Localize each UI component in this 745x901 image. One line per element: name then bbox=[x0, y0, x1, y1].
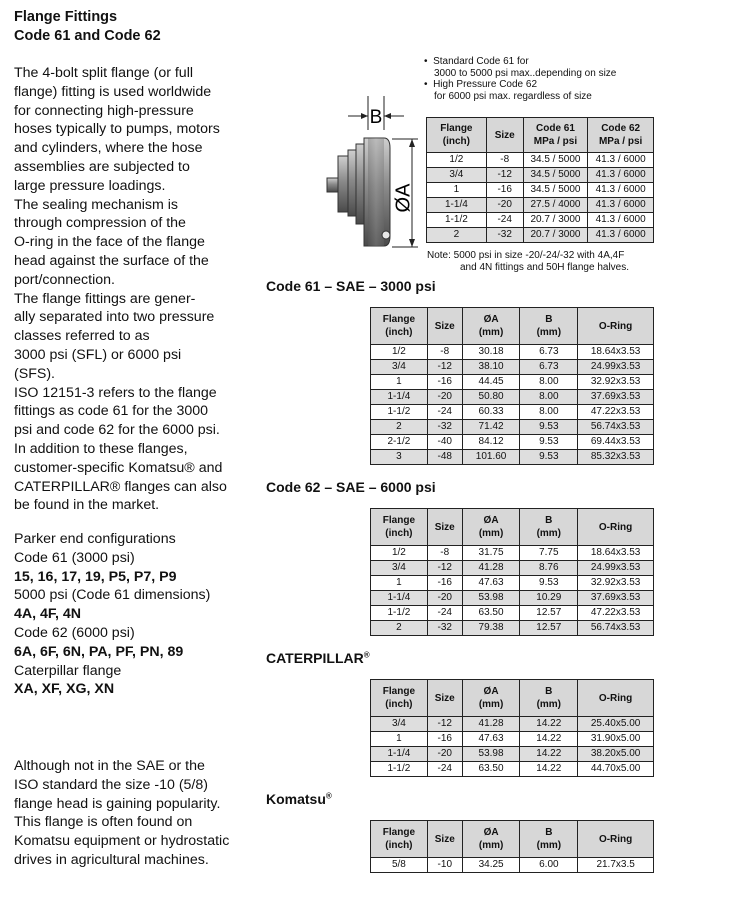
column-header-line: O-Ring bbox=[598, 521, 633, 533]
caterpillar-table bbox=[370, 679, 654, 777]
table-cell: 9.53 bbox=[520, 420, 578, 435]
column-header bbox=[371, 680, 428, 717]
table-cell: 27.5 / 4000 bbox=[523, 198, 588, 213]
page-title bbox=[14, 8, 161, 46]
text-line: through compression of the bbox=[14, 215, 186, 232]
column-header-line: ØA bbox=[483, 686, 499, 697]
table-cell: 56.74x3.53 bbox=[578, 621, 654, 636]
column-header bbox=[427, 821, 462, 858]
table-cell: 34.5 / 5000 bbox=[523, 168, 588, 183]
text-line: for connecting high-pressure bbox=[14, 102, 194, 119]
text-line: head against the surface of the bbox=[14, 252, 209, 269]
column-header bbox=[462, 821, 520, 858]
table-cell: 44.45 bbox=[462, 375, 520, 390]
table-cell: 2 bbox=[371, 621, 428, 636]
komatsu-heading-text: Komatsu bbox=[266, 791, 326, 807]
table-row bbox=[371, 732, 654, 747]
table-cell: 14.22 bbox=[520, 747, 578, 762]
table-cell: 53.98 bbox=[462, 747, 520, 762]
text-line: (SFS). bbox=[14, 365, 55, 382]
table-cell: 8.76 bbox=[520, 561, 578, 576]
table-cell: 1-1/2 bbox=[371, 405, 428, 420]
table-cell: -24 bbox=[427, 606, 462, 621]
parker-heading: Parker end configurations bbox=[14, 531, 176, 547]
table-cell: 2-1/2 bbox=[371, 435, 428, 450]
column-header bbox=[520, 509, 578, 546]
table-cell: -12 bbox=[486, 168, 523, 183]
code62-values: 6A, 6F, 6N, PA, PF, PN, 89 bbox=[14, 643, 184, 660]
table-cell: 44.70x5.00 bbox=[578, 762, 654, 777]
text-line: O-ring in the face of the flange bbox=[14, 234, 205, 251]
column-header bbox=[427, 509, 462, 546]
caterpillar-values: XA, XF, XG, XN bbox=[14, 681, 115, 698]
column-header-line: Size bbox=[434, 692, 455, 704]
table-cell: 1-1/4 bbox=[371, 747, 428, 762]
table-cell: 60.33 bbox=[462, 405, 520, 420]
table-cell: 3/4 bbox=[371, 717, 428, 732]
table-cell: 63.50 bbox=[462, 762, 520, 777]
table-row bbox=[371, 606, 654, 621]
column-header-line: (mm) bbox=[478, 327, 504, 338]
table-row bbox=[427, 153, 654, 168]
text-line: Komatsu equipment or hydrostatic bbox=[14, 833, 230, 850]
code61-table bbox=[370, 307, 654, 465]
table-cell: 1 bbox=[371, 375, 428, 390]
column-header-line: B bbox=[545, 314, 553, 325]
text-line: 3000 psi (SFL) or 6000 psi bbox=[14, 346, 182, 363]
text-line: This flange is often found on bbox=[14, 814, 193, 831]
text-line: ISO 12151-3 refers to the flange bbox=[14, 384, 217, 401]
table-cell: 47.22x3.53 bbox=[578, 606, 654, 621]
caterpillar-heading bbox=[266, 650, 370, 666]
table-cell: -10 bbox=[427, 858, 462, 873]
column-header-line: Flange bbox=[382, 314, 416, 325]
table-row bbox=[371, 450, 654, 465]
table-row bbox=[427, 228, 654, 243]
parker-end-configurations bbox=[14, 530, 244, 699]
table-cell: 8.00 bbox=[520, 390, 578, 405]
table-row bbox=[371, 345, 654, 360]
column-header bbox=[427, 308, 462, 345]
text-line: ally separated into two pressure bbox=[14, 309, 215, 326]
text-line: drives in agricultural machines. bbox=[14, 851, 209, 868]
text-line: The sealing mechanism is bbox=[14, 196, 179, 213]
table-cell: 41.28 bbox=[462, 561, 520, 576]
table-cell: 3 bbox=[371, 450, 428, 465]
column-header-line: O-Ring bbox=[598, 692, 633, 704]
column-header-line: O-Ring bbox=[598, 833, 633, 845]
table-cell: 37.69x3.53 bbox=[578, 591, 654, 606]
table-cell: -48 bbox=[427, 450, 462, 465]
table-cell: 10.29 bbox=[520, 591, 578, 606]
table-cell: 25.40x5.00 bbox=[578, 717, 654, 732]
table-cell: 47.22x3.53 bbox=[578, 405, 654, 420]
table-cell: 41.28 bbox=[462, 717, 520, 732]
bullet-line: • Standard Code 61 for bbox=[424, 56, 529, 67]
title-line-1: Flange Fittings bbox=[14, 9, 118, 25]
table-cell: 32.92x3.53 bbox=[578, 375, 654, 390]
code62-table bbox=[370, 508, 654, 636]
column-header bbox=[588, 118, 654, 153]
table-cell: 1-1/2 bbox=[371, 762, 428, 777]
note-line-2: and 4N fittings and 50H flange halves. bbox=[460, 262, 629, 273]
table-cell: -24 bbox=[486, 213, 523, 228]
table-cell: 41.3 / 6000 bbox=[588, 228, 654, 243]
table-cell: 3/4 bbox=[371, 561, 428, 576]
table-cell: 1 bbox=[371, 732, 428, 747]
table-cell: 37.69x3.53 bbox=[578, 390, 654, 405]
table-cell: 12.57 bbox=[520, 621, 578, 636]
column-header bbox=[520, 308, 578, 345]
table-cell: -12 bbox=[427, 717, 462, 732]
table-cell: -16 bbox=[486, 183, 523, 198]
column-header bbox=[462, 308, 520, 345]
table-cell: 79.38 bbox=[462, 621, 520, 636]
table-row bbox=[371, 360, 654, 375]
table-cell: 1-1/2 bbox=[371, 606, 428, 621]
table-cell: 5/8 bbox=[371, 858, 428, 873]
column-header-line: (inch) bbox=[385, 699, 413, 710]
bullet-line: for 6000 psi max. regardless of size bbox=[434, 90, 592, 102]
column-header-line: (mm) bbox=[478, 699, 504, 710]
text-line: flange) fitting is used worldwide bbox=[14, 83, 212, 100]
table-cell: 1-1/4 bbox=[371, 591, 428, 606]
table-cell: 1 bbox=[371, 576, 428, 591]
registered-mark: ® bbox=[363, 650, 370, 660]
table-row bbox=[371, 747, 654, 762]
table-cell: 1/2 bbox=[371, 546, 428, 561]
table-cell: 14.22 bbox=[520, 762, 578, 777]
table-cell: 2 bbox=[427, 228, 487, 243]
table-cell: 1-1/2 bbox=[427, 213, 487, 228]
text-line: large pressure loadings. bbox=[14, 177, 166, 194]
table-row bbox=[371, 576, 654, 591]
table-cell: 34.25 bbox=[462, 858, 520, 873]
table-cell: 32.92x3.53 bbox=[578, 576, 654, 591]
column-header bbox=[578, 680, 654, 717]
table-cell: 53.98 bbox=[462, 591, 520, 606]
column-header-line: B bbox=[545, 515, 553, 526]
table-cell: 30.18 bbox=[462, 345, 520, 360]
table-cell: -8 bbox=[427, 546, 462, 561]
caterpillar-label: Caterpillar flange bbox=[14, 662, 122, 679]
table-cell: 18.64x3.53 bbox=[578, 345, 654, 360]
column-header-line: (inch) bbox=[442, 136, 470, 147]
table-row bbox=[371, 546, 654, 561]
flange-diagram bbox=[322, 96, 426, 252]
table-cell: -20 bbox=[427, 591, 462, 606]
column-header bbox=[520, 680, 578, 717]
table-cell: -20 bbox=[427, 747, 462, 762]
table-row bbox=[371, 435, 654, 450]
table-cell: -20 bbox=[486, 198, 523, 213]
table-cell: 7.75 bbox=[520, 546, 578, 561]
column-header bbox=[520, 821, 578, 858]
column-header bbox=[427, 118, 487, 153]
table-row bbox=[371, 420, 654, 435]
column-header-line: (inch) bbox=[385, 327, 413, 338]
table-row bbox=[371, 717, 654, 732]
column-header-line: B bbox=[545, 827, 553, 838]
column-header-line: MPa / psi bbox=[533, 136, 578, 147]
text-line: port/connection. bbox=[14, 271, 115, 288]
column-header-line: Flange bbox=[382, 827, 416, 838]
table-cell: 9.53 bbox=[520, 435, 578, 450]
column-header bbox=[486, 118, 523, 153]
code62-heading: Code 62 – SAE – 6000 psi bbox=[266, 479, 436, 495]
column-header bbox=[578, 308, 654, 345]
table-row bbox=[371, 591, 654, 606]
table-cell: 41.3 / 6000 bbox=[588, 153, 654, 168]
column-header-line: Size bbox=[434, 521, 455, 533]
text-line: fittings as code 61 for the 3000 bbox=[14, 403, 209, 420]
column-header-line: Size bbox=[434, 833, 455, 845]
table-row bbox=[427, 213, 654, 228]
psi5000-label: 5000 psi (Code 61 dimensions) bbox=[14, 587, 211, 604]
pressure-notes bbox=[424, 56, 616, 102]
table-cell: 8.00 bbox=[520, 405, 578, 420]
text-line: CATERPILLAR® flanges can also bbox=[14, 478, 227, 495]
table-cell: -8 bbox=[427, 345, 462, 360]
registered-mark: ® bbox=[325, 791, 332, 801]
column-header-line: Size bbox=[494, 129, 515, 141]
column-header bbox=[371, 509, 428, 546]
table-cell: 14.22 bbox=[520, 732, 578, 747]
table-cell: -16 bbox=[427, 375, 462, 390]
closing-text bbox=[14, 757, 244, 870]
table-row bbox=[427, 183, 654, 198]
column-header-line: ØA bbox=[483, 515, 499, 526]
table-row bbox=[371, 390, 654, 405]
text-line: hoses typically to pumps, motors bbox=[14, 121, 220, 138]
table-row bbox=[371, 621, 654, 636]
pressure-note bbox=[427, 250, 629, 274]
column-header bbox=[371, 821, 428, 858]
text-line: classes referred to as bbox=[14, 328, 150, 345]
table-cell: 3/4 bbox=[427, 168, 487, 183]
bullet-text: High Pressure Code 62 bbox=[433, 79, 538, 90]
psi5000-values: 4A, 4F, 4N bbox=[14, 606, 82, 623]
text-line: ISO standard the size -10 (5/8) bbox=[14, 776, 208, 793]
table-cell: 24.99x3.53 bbox=[578, 360, 654, 375]
bullet-line: • High Pressure Code 62 bbox=[424, 79, 538, 90]
column-header bbox=[462, 680, 520, 717]
text-line: Although not in the SAE or the bbox=[14, 758, 205, 774]
text-line: customer-specific Komatsu® and bbox=[14, 459, 223, 476]
bullet-text: Standard Code 61 for bbox=[433, 56, 529, 67]
text-line: assemblies are subjected to bbox=[14, 158, 190, 175]
table-cell: 9.53 bbox=[520, 576, 578, 591]
table-cell: 41.3 / 6000 bbox=[588, 168, 654, 183]
code61-values: 15, 16, 17, 19, P5, P7, P9 bbox=[14, 568, 177, 585]
column-header-line: MPa / psi bbox=[598, 136, 643, 147]
table-cell: 20.7 / 3000 bbox=[523, 228, 588, 243]
intro-text bbox=[14, 64, 244, 515]
table-cell: 38.20x5.00 bbox=[578, 747, 654, 762]
column-header-line: (mm) bbox=[536, 699, 562, 710]
table-cell: 50.80 bbox=[462, 390, 520, 405]
column-header-line: Size bbox=[434, 320, 455, 332]
table-cell: 47.63 bbox=[462, 732, 520, 747]
table-cell: 24.99x3.53 bbox=[578, 561, 654, 576]
pressure-table bbox=[426, 117, 654, 243]
table-cell: -16 bbox=[427, 576, 462, 591]
table-cell: -32 bbox=[427, 621, 462, 636]
code61-label: Code 61 (3000 psi) bbox=[14, 549, 135, 566]
table-cell: -32 bbox=[427, 420, 462, 435]
column-header-line: O-Ring bbox=[598, 320, 633, 332]
column-header-line: Flange bbox=[440, 123, 473, 134]
table-row bbox=[371, 375, 654, 390]
text-line: psi and code 62 for the 6000 psi. bbox=[14, 422, 220, 439]
table-cell: -12 bbox=[427, 360, 462, 375]
table-cell: 6.73 bbox=[520, 360, 578, 375]
column-header-line: (mm) bbox=[478, 840, 504, 851]
table-row bbox=[427, 168, 654, 183]
column-header-line: Code 61 bbox=[536, 123, 575, 134]
table-cell: 6.73 bbox=[520, 345, 578, 360]
column-header-line: (inch) bbox=[385, 528, 413, 539]
table-cell: 18.64x3.53 bbox=[578, 546, 654, 561]
column-header-line: (mm) bbox=[478, 528, 504, 539]
table-cell: 3/4 bbox=[371, 360, 428, 375]
table-cell: -32 bbox=[486, 228, 523, 243]
table-cell: 84.12 bbox=[462, 435, 520, 450]
table-cell: 41.3 / 6000 bbox=[588, 198, 654, 213]
table-cell: 1-1/4 bbox=[427, 198, 487, 213]
table-cell: -8 bbox=[486, 153, 523, 168]
column-header-line: (mm) bbox=[536, 840, 562, 851]
column-header bbox=[462, 509, 520, 546]
text-line: The 4-bolt split flange (or full bbox=[14, 65, 194, 81]
table-cell: 9.53 bbox=[520, 450, 578, 465]
table-row bbox=[427, 198, 654, 213]
table-row bbox=[371, 858, 654, 873]
table-row bbox=[371, 762, 654, 777]
column-header bbox=[427, 680, 462, 717]
title-line-2: Code 61 and Code 62 bbox=[14, 28, 161, 44]
code61-heading: Code 61 – SAE – 3000 psi bbox=[266, 278, 436, 294]
table-cell: 1 bbox=[427, 183, 487, 198]
text-line: flange head is gaining popularity. bbox=[14, 795, 221, 812]
bullet-line: 3000 to 5000 psi max..depending on size bbox=[434, 67, 617, 79]
table-cell: 20.7 / 3000 bbox=[523, 213, 588, 228]
column-header-line: ØA bbox=[483, 314, 499, 325]
table-cell: 63.50 bbox=[462, 606, 520, 621]
table-cell: 31.75 bbox=[462, 546, 520, 561]
column-header bbox=[523, 118, 588, 153]
column-header bbox=[578, 821, 654, 858]
komatsu-heading bbox=[266, 791, 332, 807]
table-cell: 14.22 bbox=[520, 717, 578, 732]
table-cell: 69.44x3.53 bbox=[578, 435, 654, 450]
table-cell: 71.42 bbox=[462, 420, 520, 435]
code62-label: Code 62 (6000 psi) bbox=[14, 624, 135, 641]
table-cell: 34.5 / 5000 bbox=[523, 153, 588, 168]
table-row bbox=[371, 561, 654, 576]
table-cell: 41.3 / 6000 bbox=[588, 183, 654, 198]
column-header-line: (mm) bbox=[536, 528, 562, 539]
table-cell: 21.7x3.5 bbox=[578, 858, 654, 873]
text-line: The flange fittings are gener- bbox=[14, 290, 196, 307]
column-header-line: Code 62 bbox=[601, 123, 641, 134]
column-header-line: (inch) bbox=[385, 840, 413, 851]
caterpillar-heading-text: CATERPILLAR bbox=[266, 650, 364, 666]
column-header bbox=[578, 509, 654, 546]
text-line: In addition to these flanges, bbox=[14, 440, 188, 457]
table-cell: 2 bbox=[371, 420, 428, 435]
table-cell: 12.57 bbox=[520, 606, 578, 621]
komatsu-table bbox=[370, 820, 654, 873]
table-cell: 31.90x5.00 bbox=[578, 732, 654, 747]
table-cell: -20 bbox=[427, 390, 462, 405]
column-header-line: (mm) bbox=[536, 327, 562, 338]
table-row bbox=[371, 405, 654, 420]
note-line-1: Note: 5000 psi in size -20/-24/-32 with 4A,4F bbox=[427, 250, 625, 261]
table-cell: 101.60 bbox=[462, 450, 520, 465]
table-cell: -24 bbox=[427, 762, 462, 777]
table-cell: 6.00 bbox=[520, 858, 578, 873]
column-header-line: ØA bbox=[483, 827, 499, 838]
table-cell: 41.3 / 6000 bbox=[588, 213, 654, 228]
table-cell: -12 bbox=[427, 561, 462, 576]
column-header-line: Flange bbox=[382, 515, 416, 526]
table-cell: 34.5 / 5000 bbox=[523, 183, 588, 198]
table-cell: 1-1/4 bbox=[371, 390, 428, 405]
text-line: be found in the market. bbox=[14, 497, 160, 514]
table-cell: -24 bbox=[427, 405, 462, 420]
column-header bbox=[371, 308, 428, 345]
dimension-a-label: ØA bbox=[392, 183, 415, 213]
dimension-b-label: B bbox=[369, 107, 383, 129]
table-cell: 56.74x3.53 bbox=[578, 420, 654, 435]
table-cell: 1/2 bbox=[427, 153, 487, 168]
table-cell: 38.10 bbox=[462, 360, 520, 375]
table-cell: -40 bbox=[427, 435, 462, 450]
table-cell: 85.32x3.53 bbox=[578, 450, 654, 465]
table-cell: -16 bbox=[427, 732, 462, 747]
table-cell: 8.00 bbox=[520, 375, 578, 390]
column-header-line: B bbox=[545, 686, 553, 697]
table-cell: 1/2 bbox=[371, 345, 428, 360]
table-cell: 47.63 bbox=[462, 576, 520, 591]
text-line: and cylinders, where the hose bbox=[14, 140, 203, 157]
column-header-line: Flange bbox=[382, 686, 416, 697]
